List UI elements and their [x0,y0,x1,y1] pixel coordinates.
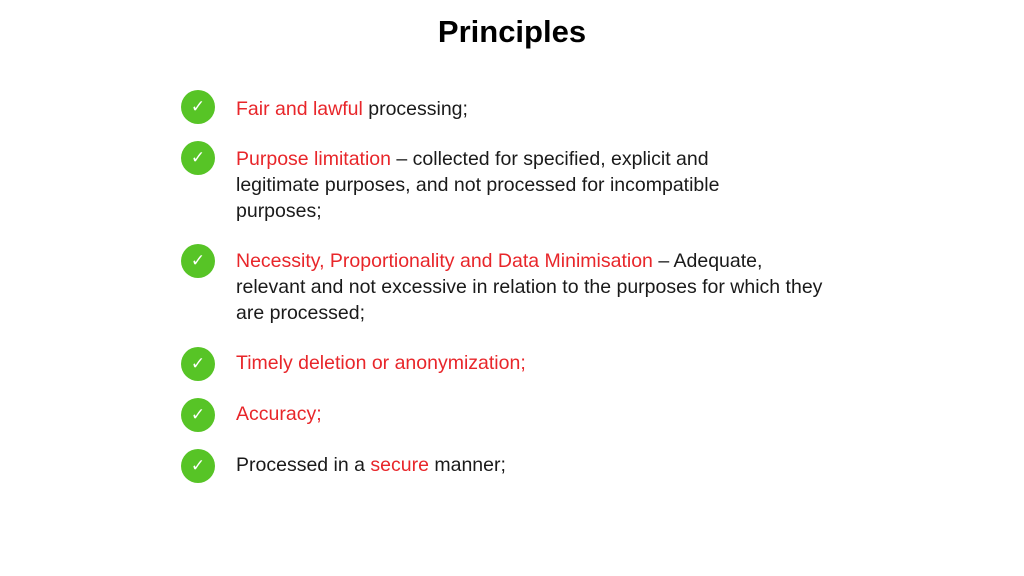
principle-highlight: Accuracy; [236,403,322,425]
principle-description: – collected for specified, explicit and legitimate purposes, and not processed for incompatible purposes; [236,148,720,222]
principle-text [236,452,506,478]
principle-highlight: Necessity, Proportionality and Data Minimisation [236,250,653,272]
principle-text [236,401,322,427]
principle-item-secure [181,449,841,483]
principle-prefix: Processed in a [236,454,371,476]
principle-text [236,248,836,326]
principle-highlight: secure [370,454,429,476]
principle-item-necessity [181,244,841,326]
principle-text [236,96,468,122]
checkmark-icon: ✓ [181,141,215,175]
checkmark-icon: ✓ [181,244,215,278]
checkmark-icon: ✓ [181,449,215,483]
principle-item-accuracy [181,398,841,432]
principle-description: processing; [362,98,468,120]
principle-highlight: Fair and lawful [236,98,363,120]
checkmark-icon: ✓ [181,90,215,124]
principle-text [236,350,526,376]
principle-description: – Adequate, relevant and not excessive in relation to the purposes for which they are processed; [236,250,823,324]
principle-text [236,146,796,224]
page-title: Principles [437,14,587,49]
principle-item-purpose-limitation [181,141,841,224]
checkmark-icon: ✓ [181,398,215,432]
principle-description: manner; [428,454,506,476]
checkmark-icon: ✓ [181,347,215,381]
principle-highlight: Purpose limitation [236,148,391,170]
principle-highlight: Timely deletion or anonymization; [236,352,526,374]
principle-item-fair-lawful [181,90,841,124]
principle-item-timely-deletion [181,347,841,381]
